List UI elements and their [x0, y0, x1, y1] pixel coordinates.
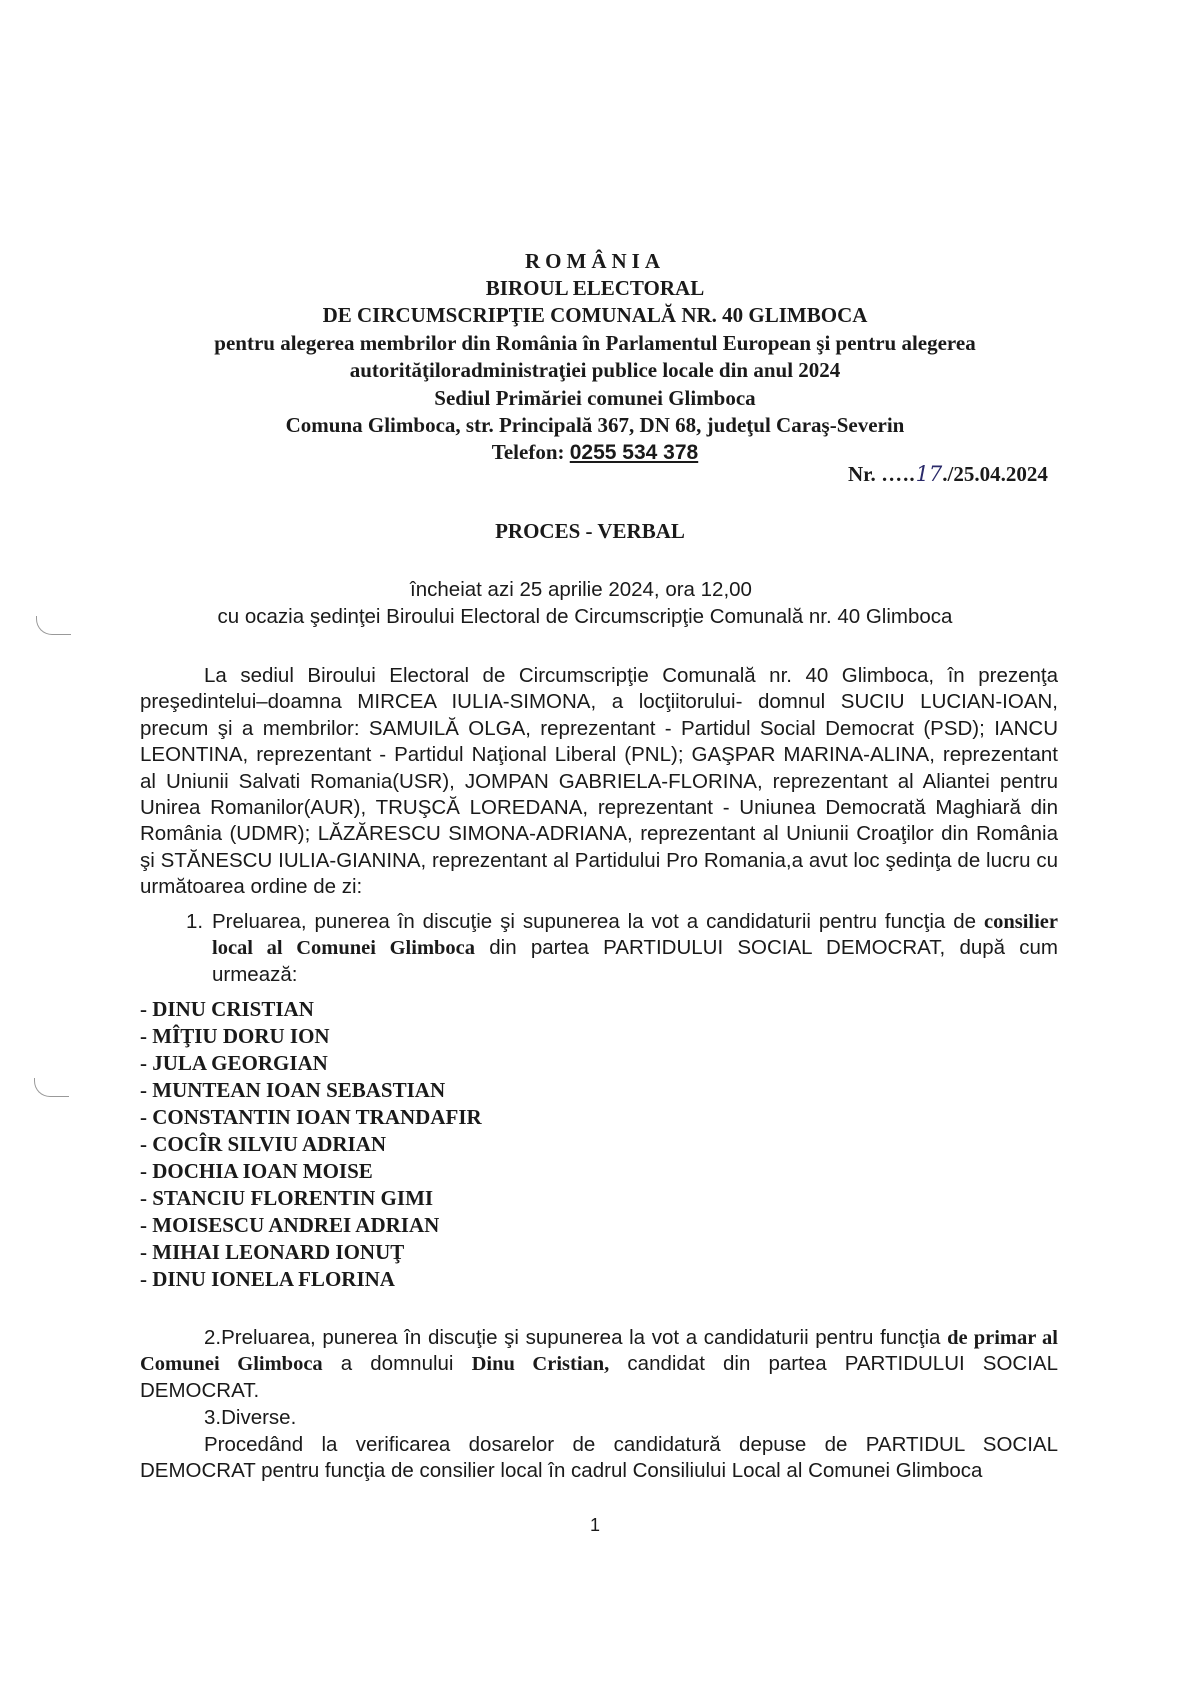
nr-handwritten: 17 — [915, 462, 943, 486]
candidate-4: - MUNTEAN IOAN SEBASTIAN — [140, 1078, 446, 1102]
document-title: PROCES - VERBAL — [495, 519, 685, 543]
candidate-11: - DINU IONELA FLORINA — [140, 1267, 395, 1291]
header-purpose: pentru alegerea membrilor din România în Parlamentul European şi pentru alegerea — [214, 331, 976, 355]
candidate-6: - COCÎR SILVIU ADRIAN — [140, 1132, 387, 1156]
agenda-item-2 — [140, 1325, 1058, 1404]
agenda-item-1-text-a: Preluarea, punerea în discuţie şi supunerea la vot a candidaturii pentru funcţia de — [212, 910, 977, 933]
agenda-item-3-text: 3.Diverse. — [204, 1406, 297, 1429]
agenda-item-1-bold: consilier local al Comunei Glimboca — [212, 911, 1058, 960]
agenda-item-2-text-b: a domnului — [340, 1352, 454, 1376]
candidate-7: - DOCHIA IOAN MOISE — [140, 1159, 373, 1183]
header-seat: Sediul Primăriei comunei Glimboca — [434, 386, 756, 410]
candidate-2: - MÎŢIU DORU ION — [140, 1024, 330, 1048]
intro-paragraph — [140, 663, 1058, 901]
header-district: DE CIRCUMSCRIPŢIE COMUNALĂ NR. 40 GLIMBOCA — [322, 303, 868, 327]
header-address: Comuna Glimboca, str. Principală 367, DN 68, judeţul Caraş-Severin — [285, 413, 905, 437]
candidate-8: - STANCIU FLORENTIN GIMI — [140, 1186, 434, 1210]
header-purpose-cont: autorităţiloradministraţiei publice locale din anul 2024 — [349, 358, 841, 382]
registration-number — [848, 462, 1048, 487]
header-office: BIROUL ELECTORAL — [485, 276, 705, 300]
candidate-1: - DINU CRISTIAN — [140, 997, 314, 1021]
nr-label: Nr. — [848, 462, 876, 486]
agenda-item-3 — [140, 1405, 1058, 1431]
agenda-item-2-text-a: 2.Preluarea, punerea în discuţie şi supunerea la vot a candidaturii pentru funcţia — [204, 1326, 941, 1349]
scan-mark-bottom — [34, 1078, 69, 1097]
subtitle-date: încheiat azi 25 aprilie 2024, ora 12,00 — [410, 578, 752, 601]
header-country: ROMÂNIA — [525, 249, 665, 273]
agenda-item-2-candidate: Dinu Cristian, — [471, 1353, 610, 1376]
nr-dots: ….. — [881, 462, 916, 486]
closing-text: Procedând la verificarea dosarelor de candidatură depuse de PARTIDUL SOCIAL DEMOCRAT pentru funcţia de consilier local în cadrul Consiliului Local al Comunei Glimboca — [140, 1433, 1058, 1483]
agenda-item-2-bold: de primar al Comunei Glimboca — [140, 1327, 1058, 1376]
agenda-item-2-text-c: candidat din partea PARTIDULUI SOCIAL DEMOCRAT. — [140, 1352, 1058, 1402]
agenda-item-1-number: 1. — [186, 910, 204, 933]
candidate-10: - MIHAI LEONARD IONUŢ — [140, 1240, 405, 1264]
candidate-5: - CONSTANTIN IOAN TRANDAFIR — [140, 1105, 482, 1129]
page-number: 1 — [589, 1515, 600, 1535]
phone-label: Telefon: — [491, 440, 565, 464]
agenda-item-1 — [186, 909, 1058, 988]
agenda-item-1-text-b: din partea PARTIDULUI SOCIAL DEMOCRAT, după cum urmează: — [212, 936, 1058, 986]
phone-number: 0255 534 378 — [569, 441, 699, 464]
nr-date: ./25.04.2024 — [942, 462, 1048, 486]
closing-paragraph — [140, 1432, 1058, 1485]
intro-text: La sediul Biroului Electoral de Circumscripţie Comunală nr. 40 Glimboca, în prezenţa preşedintelui–doamna MIRCEA IULIA-SIMONA, a locţiitorului- domnul SUCIU LUCIAN-IOAN, precum şi a membrilor: SAMUILĂ OLGA, reprezentant - Partidul Social Democrat (PSD); IANCU LEONTINA, reprezentant - Partidul Naţional Liberal (PNL); GAŞPAR MARINA-ALINA, reprezentant al Uniunii Salvati Romania(USR), JOMPAN GABRIELA-FLORINA, reprezentant al Aliantei pentru Unirea Romanilor(AUR), TRUŞCĂ LOREDANA, reprezentant - Uniunea Democrată Maghiară din România (UDMR); LĂZĂRESCU SIMONA-ADRIANA, reprezentant al Uniunii Croaţilor din România şi STĂNESCU IULIA-GIANINA, reprezentant al Partidului Pro Romania,a avut loc şedinţa de lucru cu următoarea ordine de zi: — [140, 664, 1058, 899]
subtitle-occasion: cu ocazia şedinţei Biroului Electoral de Circumscripţie Comunală nr. 40 Glimboca — [217, 605, 953, 628]
candidate-3: - JULA GEORGIAN — [140, 1051, 328, 1075]
candidate-9: - MOISESCU ANDREI ADRIAN — [140, 1213, 440, 1237]
